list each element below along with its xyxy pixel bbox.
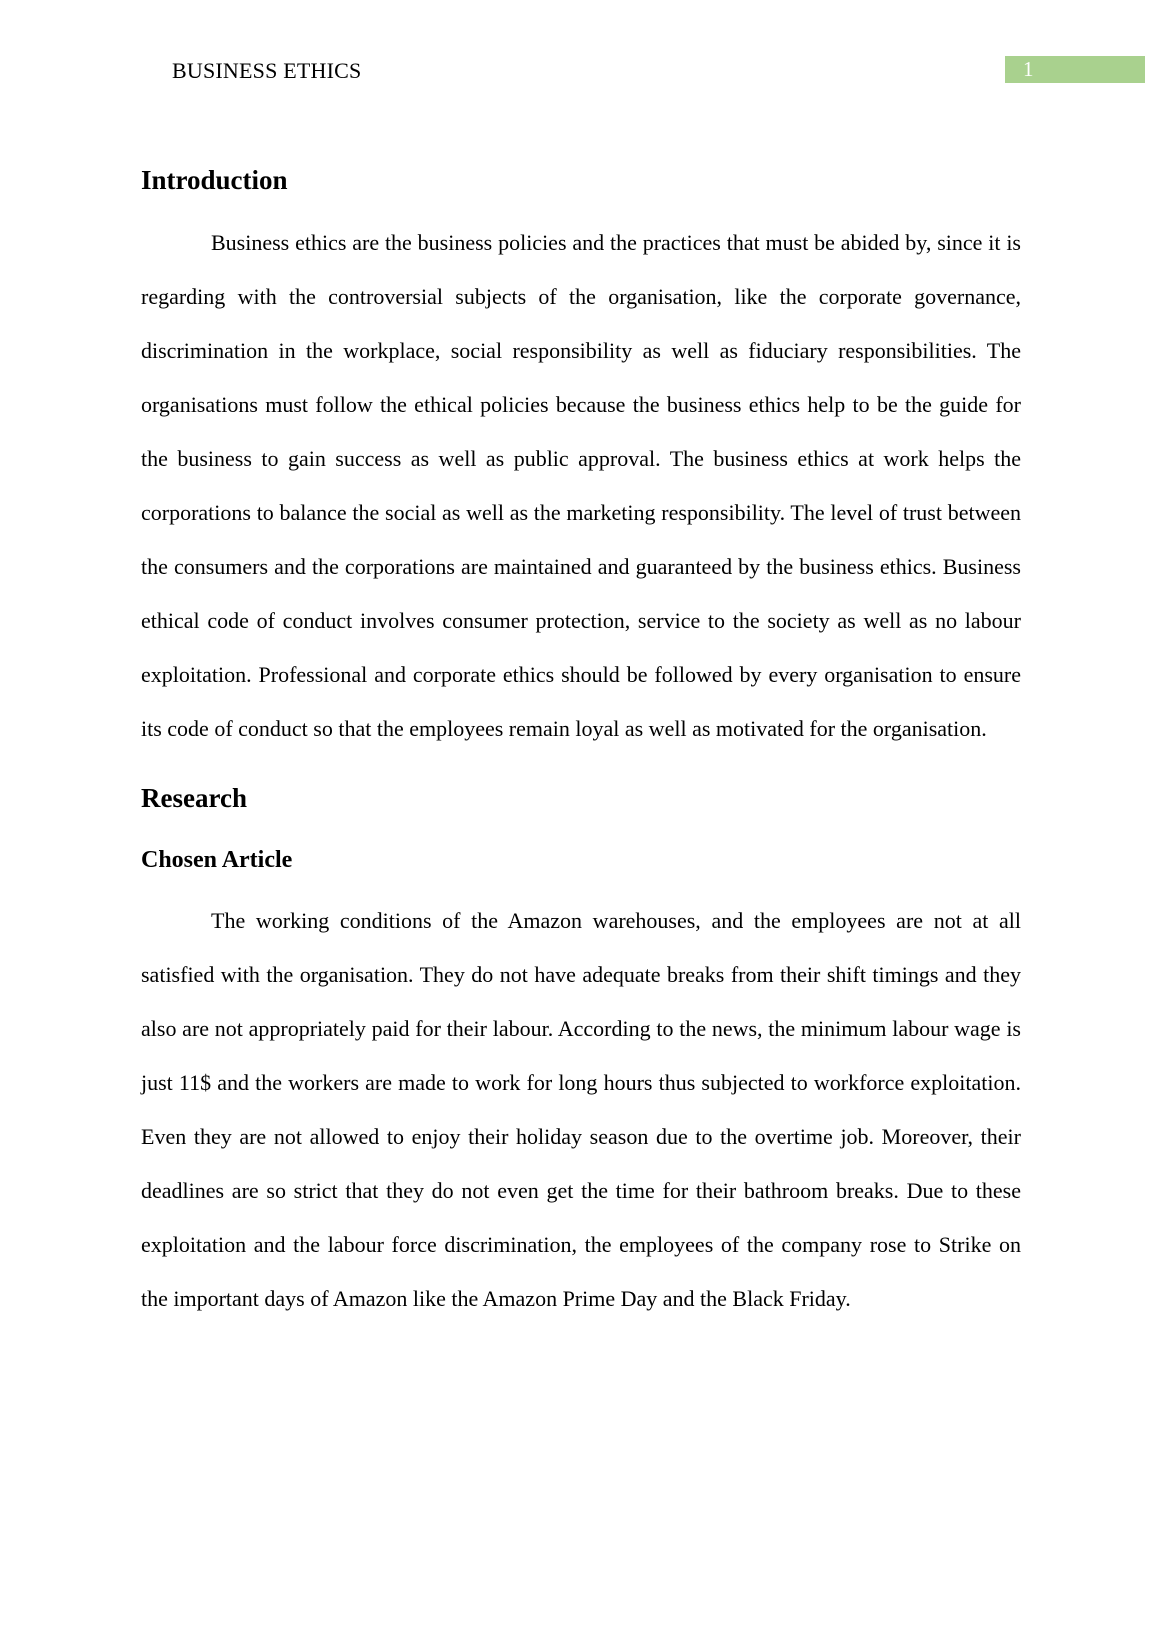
research-heading: Research [141, 783, 247, 813]
introduction-heading: Introduction [141, 165, 288, 195]
page-number: 1 [1005, 56, 1145, 83]
chosen-article-heading: Chosen Article [141, 847, 293, 873]
introduction-paragraph: Business ethics are the business policies and the practices that must be abided by, since it is regarding with the controversial subjects of the organisation, like the corporate governance, discrimination in the workplace, social responsibility as well as fiduciary responsibilities. The organisations must follow the ethical policies because the business ethics help to be the guide for the business to gain success as well as public approval. The business ethics at work helps the corporations to balance the social as well as the marketing responsibility. The level of trust between the consumers and the corporations are maintained and guaranteed by the business ethics. Business ethical code of conduct involves consumer protection, service to the society as well as no labour exploitation. Professional and corporate ethics should be followed by every organisation to ensure its code of conduct so that the employees remain loyal as well as motivated for the organisation. [141, 230, 1021, 741]
chosen-article-paragraph: The working conditions of the Amazon warehouses, and the employees are not at all satisfied with the organisation. They do not have adequate breaks from their shift timings and they also are not appropriately paid for their labour. According to the news, the minimum labour wage is just 11$ and the workers are made to work for long hours thus subjected to workforce exploitation. Even they are not allowed to enjoy their holiday season due to the overtime job. Moreover, their deadlines are so strict that they do not even get the time for their bathroom breaks. Due to these exploitation and the labour force discrimination, the employees of the company rose to Strike on the important days of Amazon like the Amazon Prime Day and the Black Friday. [141, 908, 1021, 1311]
running-head: BUSINESS ETHICS [172, 58, 362, 83]
document-body [141, 160, 1021, 1326]
